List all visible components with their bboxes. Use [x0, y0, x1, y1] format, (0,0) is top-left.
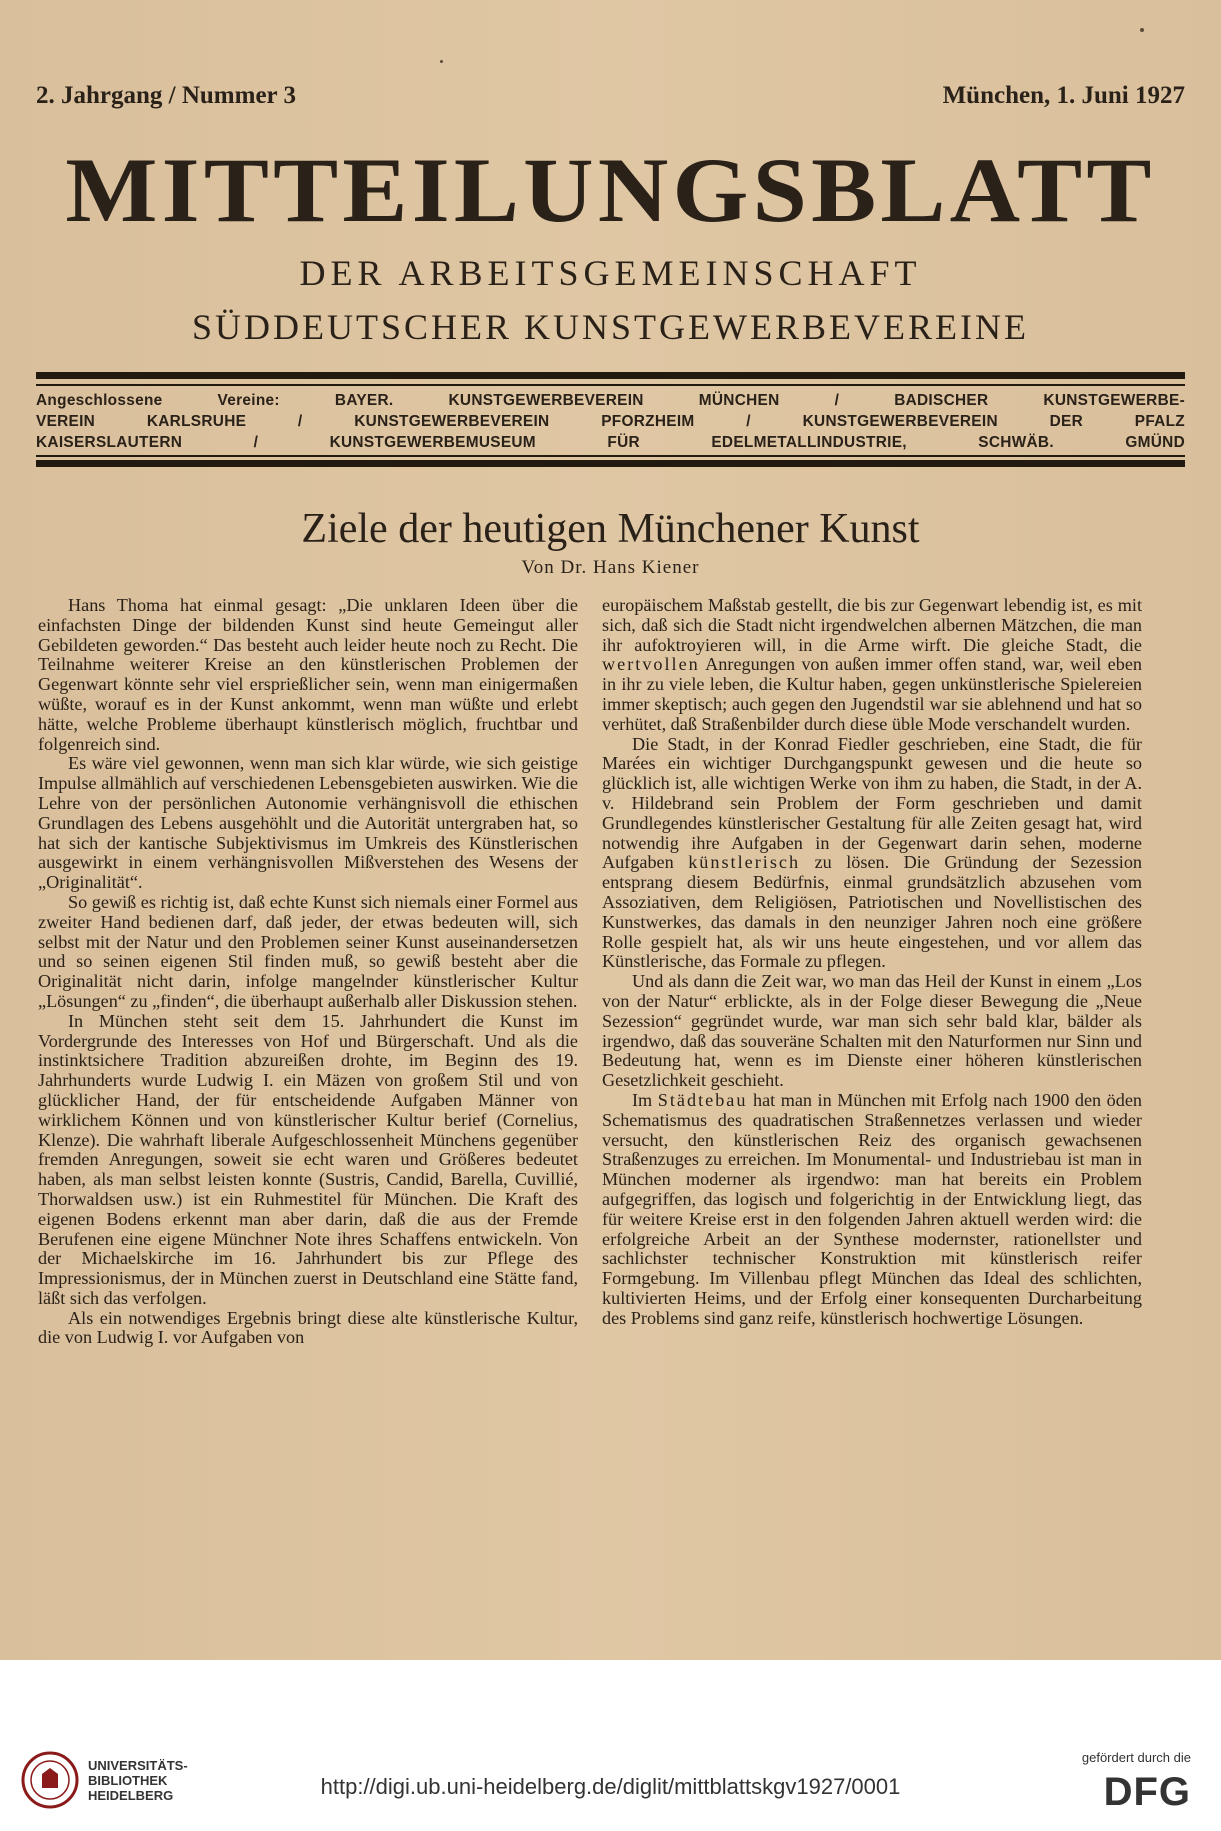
print-speck	[440, 60, 443, 63]
paragraph: Es wäre viel gewonnen, wenn man sich klar würde, wie sich geistige Impulse allmählich auf verschiedenen Lebensgebieten auswirken. Wie die Lehre von der persönlichen Autonomie verhängnisvoll die ethischen Grundlagen des Lebens ausgehöhlt und die Autorität untergraben hat, so hat sich der kantische Subjektivismus im Umkreis des Künstlerischen ausgewirkt in einem verhängnisvollen Mißverstehen des Wesens der „Originalität“.	[38, 753, 578, 893]
dfg-logo: DFG	[1103, 1770, 1191, 1814]
issue-number: 2. Jahrgang / Nummer 3	[36, 82, 296, 109]
funding-label: gefördert durch die	[1081, 1750, 1191, 1765]
article-column-left	[38, 596, 578, 1348]
masthead-subtitle-1: DER ARBEITSGEMEINSCHAFT	[299, 253, 922, 293]
paragraph: In München steht seit dem 15. Jahrhundert die Kunst im Vordergrunde des Interesses von Hof und Bürgerschaft. Und als die instinktsichere Tradition abzureißen drohte, im Beginn des 19. Jahrhunderts wurde Ludwig I. ein Mäzen von großem Stil und von glücklicher Hand, der für entscheidende Aufgaben Männer von wirklichem Können und von künstlerischer Kultur berief (Cornelius, Klenze). Die wahrhaft liberale Aufgeschlossenheit Münchens gegenüber fremden Anregungen, soweit sie echt waren und Größeres bedeutet haben, als man selbst leisten konnte (Sustris, Candid, Barella, Cuvillié, Thorwaldsen usw.) ist ein Ruhmestitel für München. Die Kraft des eigenen Bodens erkennt man aber darin, daß die aus der Fremde Berufenen eine eigene Münchner Note ihres Schaffens entwickeln. Von der Michaelskirche im 16. Jahrhundert bis zur Pflege des Impressionismus, der in München zuerst in Deutschland eine Stätte fand, läßt sich das verfolgen.	[38, 1010, 578, 1308]
members-lead: Angeschlossene Vereine:	[36, 392, 280, 409]
issue-line	[36, 82, 1185, 116]
rule-thick-bottom	[36, 460, 1185, 467]
paragraph: Als ein notwendiges Ergebnis bringt diese alte künstlerische Kultur, die von Ludwig I. vor Aufgaben von	[38, 1307, 578, 1348]
paragraph: Hans Thoma hat einmal gesagt: „Die unklaren Ideen über die einfachsten Dinge der bildenden Kunst sind heute Gemeingut aller Gebildeten geworden.“ Das besteht auch leider heute noch zu Recht. Die Teilnahme weiterer Kreise an den künstlerischen Problemen der Gegenwart könnte sehr viel ersprießlicher sein, wenn man einigermaßen wüßte, worauf es in der Kunst ankommt, wenn man wüßte und erlebt hätte, welche Probleme überhaupt künstlerisch möglich, fruchtbar und folgenreich sind.	[38, 595, 578, 754]
paragraph: So gewiß es richtig ist, daß echte Kunst sich niemals einer Formel aus zweiter Hand bedienen darf, daß jeder, der etwas bedeuten will, sich selbst mit der Natur und den Problemen seiner Kunst auseinandersetzen und so seinen eigenen Stil finden muß, so gewiß besteht aber die Originalität nicht darin, infolge mangelnder künstlerischer Kultur „Lösungen“ zu „finden“, die überhaupt außerhalb aller Diskussion stehen.	[38, 891, 578, 1011]
member-associations	[36, 390, 1185, 453]
article-title: Ziele der heutigen Münchener Kunst	[301, 506, 920, 552]
rule-thin-top	[36, 384, 1185, 386]
paragraph: Und als dann die Zeit war, wo man das Heil der Kunst in einem „Los von der Natur“ erblickte, als in der Folge dieser Bewegung die „Neue Sezession“ gegründet wurde, war man sich sehr bald klar, bälder als irgendwo, daß das souveräne Schalten mit den Naturformen nur Sinn und Bedeutung hat, wenn es im Dienste einer höheren künstlerischen Gesetzlichkeit geschieht.	[602, 971, 1142, 1091]
print-speck	[1140, 28, 1144, 32]
article-byline: Von Dr. Hans Kiener	[521, 557, 700, 578]
members-line-3: KAISERSLAUTERN / KUNSTGEWERBEMUSEUM FÜR EDELMETALLINDUSTRIE, SCHWÄB. GMÜND	[36, 434, 1185, 451]
masthead-subtitle-2: SÜDDEUTSCHER KUNSTGEWERBEVEREINE	[192, 307, 1029, 347]
members-line-1: BAYER. KUNSTGEWERBEVEREIN MÜNCHEN / BADISCHER KUNSTGEWERBE-	[334, 392, 1185, 409]
paragraph: europäischem Maßstab gestellt, die bis zur Gegenwart lebendig ist, es mit sich, daß sich die Stadt nicht irgendwelchen albernen Mätzchen, die man ihr aufoktroyieren will, in die Arme wirft. Die gleiche Stadt, die wertvollen Anregungen von außen immer offen stand, war, weil eben in ihr zu viele leben, die Kultur haben, gegen unkünstlerische Spielereien immer skeptisch; auch gegen den Jugendstil war sie ablehnend und hat so verhütet, daß Straßenbilder durch diese üble Mode verschandelt wurden.	[602, 595, 1143, 734]
university-library-name: UNIVERSITÄTS- BIBLIOTHEK HEIDELBERG	[88, 1758, 188, 1803]
digitization-footer	[0, 1660, 1221, 1831]
source-url-link[interactable]: http://digi.ub.uni-heidelberg.de/diglit/mittblattskgv1927/0001	[320, 1774, 901, 1799]
paragraph: Im Städtebau hat man in München mit Erfolg nach 1900 den öden Schematismus des quadratischen Straßennetzes verlassen und wieder versucht, den künstlerischen Reiz des organisch gewachsenen Straßenzuges zu erreichen. Im Monumental- und Industriebau ist man in München moderner als irgendwo: man hat bereits ein Problem aufgegriffen, das logisch und folgerichtig in der Entwicklung liegt, das für weitere Kreise erst in den folgenden Jahren aktuell werden wird: die erfolgreiche Arbeit an der Synthese modernster, rationellster und sachlichster technischer Konstruktion mit künstlerisch reifer Formgebung. Im Villenbau pflegt München das Ideal des schlichten, kultivierten Heims, und der Erfolg einer konsequenten Durcharbeitung des Problems sind ganz reife, künstlerisch hochwertige Lösungen.	[602, 1089, 1142, 1328]
masthead-title: MITTEILUNGSBLATT	[65, 139, 1156, 241]
rule-thick-top	[36, 372, 1185, 379]
rule-thin-bottom	[36, 455, 1185, 457]
members-line-2: VEREIN KARLSRUHE / KUNSTGEWERBEVEREIN PFORZHEIM / KUNSTGEWERBEVEREIN DER PFALZ	[36, 413, 1185, 430]
article-column-right	[602, 596, 1142, 1328]
paragraph: Die Stadt, in der Konrad Fiedler geschrieben, eine Stadt, die für Marées ein wichtiger Durchgangspunkt gewesen und die heute so glücklich ist, alle wichtigen Werke von ihm zu haben, die Stadt, in der A. v. Hildebrand sein Problem der Form geschrieben und damit Grundlegendes künstlerischer Gestaltung für alle Zeiten gesagt hat, wird notwendig ihre Aufgaben in der Gegenwart darin sehen, moderne Aufgaben künstlerisch zu lösen. Die Gründung der Sezession entsprang diesem Bedürfnis, einmal grundsätzlich abzusehen vom Assoziativen, dem Religiösen, Patriotischen und Novellistischen des Kunstwerkes, das damals in den neunziger Jahren noch eine größere Rolle gespielt hat, als wir uns heute eingestehen, und vor allem das Künstlerische, das Formale zu pflegen.	[602, 733, 1143, 972]
place-date: München, 1. Juni 1927	[942, 82, 1185, 109]
